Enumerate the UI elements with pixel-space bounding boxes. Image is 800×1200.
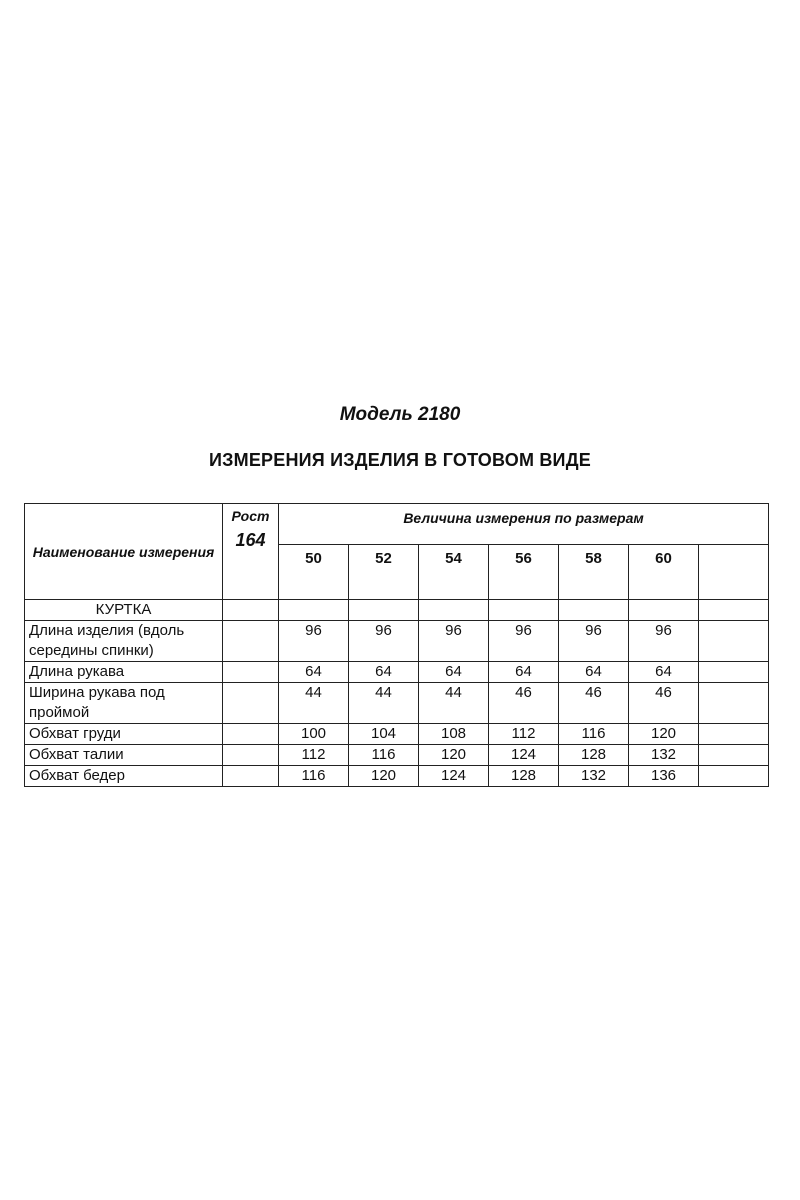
table-row bbox=[25, 662, 769, 683]
table-cell bbox=[699, 683, 769, 724]
table-row bbox=[25, 621, 769, 662]
table-cell bbox=[629, 600, 699, 621]
table-cell bbox=[699, 621, 769, 662]
table-cell: 128 bbox=[559, 745, 629, 766]
table-cell: 96 bbox=[419, 621, 489, 662]
height-label: Рост bbox=[231, 508, 270, 524]
table-cell: 132 bbox=[629, 745, 699, 766]
table-cell: 46 bbox=[629, 683, 699, 724]
table-cell: 44 bbox=[279, 683, 349, 724]
table-cell bbox=[279, 600, 349, 621]
column-header-height bbox=[223, 504, 279, 600]
size-header: 52 bbox=[349, 545, 419, 600]
table-cell: 120 bbox=[419, 745, 489, 766]
table-cell: 108 bbox=[419, 724, 489, 745]
model-title: Модель 2180 bbox=[339, 404, 461, 425]
table-cell bbox=[419, 600, 489, 621]
table-cell: 64 bbox=[489, 662, 559, 683]
table-cell: 132 bbox=[559, 766, 629, 787]
row-title: Обхват груди bbox=[25, 724, 223, 745]
table-cell: 116 bbox=[559, 724, 629, 745]
table-cell bbox=[223, 724, 279, 745]
table-cell: 136 bbox=[629, 766, 699, 787]
column-header-sizes-group: Величина измерения по размерам bbox=[279, 504, 769, 545]
height-value: 164 bbox=[235, 530, 266, 550]
table-cell: 96 bbox=[279, 621, 349, 662]
table-cell: 120 bbox=[349, 766, 419, 787]
table-row bbox=[25, 766, 769, 787]
size-header: 50 bbox=[279, 545, 349, 600]
table-cell: 96 bbox=[349, 621, 419, 662]
table-body bbox=[25, 504, 769, 787]
row-title: Длина рукава bbox=[25, 662, 223, 683]
measurements-table bbox=[24, 503, 769, 787]
table-cell: 116 bbox=[279, 766, 349, 787]
row-title: Ширина рукава под проймой bbox=[25, 683, 223, 724]
table-row bbox=[25, 724, 769, 745]
table-cell: 128 bbox=[489, 766, 559, 787]
header-row-top bbox=[25, 504, 769, 545]
table-cell bbox=[699, 745, 769, 766]
table-cell: 96 bbox=[559, 621, 629, 662]
table-cell: 64 bbox=[559, 662, 629, 683]
table-cell bbox=[223, 683, 279, 724]
section-label: КУРТКА bbox=[25, 600, 223, 621]
table-cell bbox=[559, 600, 629, 621]
table-cell bbox=[223, 662, 279, 683]
document-title: ИЗМЕРЕНИЯ ИЗДЕЛИЯ В ГОТОВОМ ВИДЕ bbox=[209, 450, 591, 470]
size-header: 60 bbox=[629, 545, 699, 600]
row-title: Обхват талии bbox=[25, 745, 223, 766]
table-cell: 112 bbox=[279, 745, 349, 766]
size-header bbox=[699, 545, 769, 600]
table-cell: 46 bbox=[559, 683, 629, 724]
table-cell: 64 bbox=[279, 662, 349, 683]
table-row bbox=[25, 683, 769, 724]
table-cell bbox=[699, 600, 769, 621]
table-cell: 96 bbox=[489, 621, 559, 662]
size-header: 54 bbox=[419, 545, 489, 600]
table-cell bbox=[223, 766, 279, 787]
table-cell bbox=[223, 600, 279, 621]
table-cell: 46 bbox=[489, 683, 559, 724]
table-cell bbox=[699, 724, 769, 745]
table-cell: 44 bbox=[349, 683, 419, 724]
table-cell: 100 bbox=[279, 724, 349, 745]
table-cell bbox=[489, 600, 559, 621]
size-header: 58 bbox=[559, 545, 629, 600]
table-cell bbox=[349, 600, 419, 621]
column-header-name: Наименование измерения bbox=[25, 504, 223, 600]
table-cell bbox=[699, 766, 769, 787]
size-header: 56 bbox=[489, 545, 559, 600]
table-cell: 64 bbox=[629, 662, 699, 683]
section-row bbox=[25, 600, 769, 621]
table-cell: 96 bbox=[629, 621, 699, 662]
table-cell: 64 bbox=[349, 662, 419, 683]
table-cell: 124 bbox=[419, 766, 489, 787]
table-cell: 44 bbox=[419, 683, 489, 724]
table-cell bbox=[223, 621, 279, 662]
table-cell: 104 bbox=[349, 724, 419, 745]
row-title: Длина изделия (вдоль середины спинки) bbox=[25, 621, 223, 662]
table-cell: 120 bbox=[629, 724, 699, 745]
table-cell: 112 bbox=[489, 724, 559, 745]
table-cell bbox=[699, 662, 769, 683]
table-row bbox=[25, 745, 769, 766]
row-title: Обхват бедер bbox=[25, 766, 223, 787]
table-cell: 116 bbox=[349, 745, 419, 766]
table-cell: 64 bbox=[419, 662, 489, 683]
table-cell bbox=[223, 745, 279, 766]
table-cell: 124 bbox=[489, 745, 559, 766]
